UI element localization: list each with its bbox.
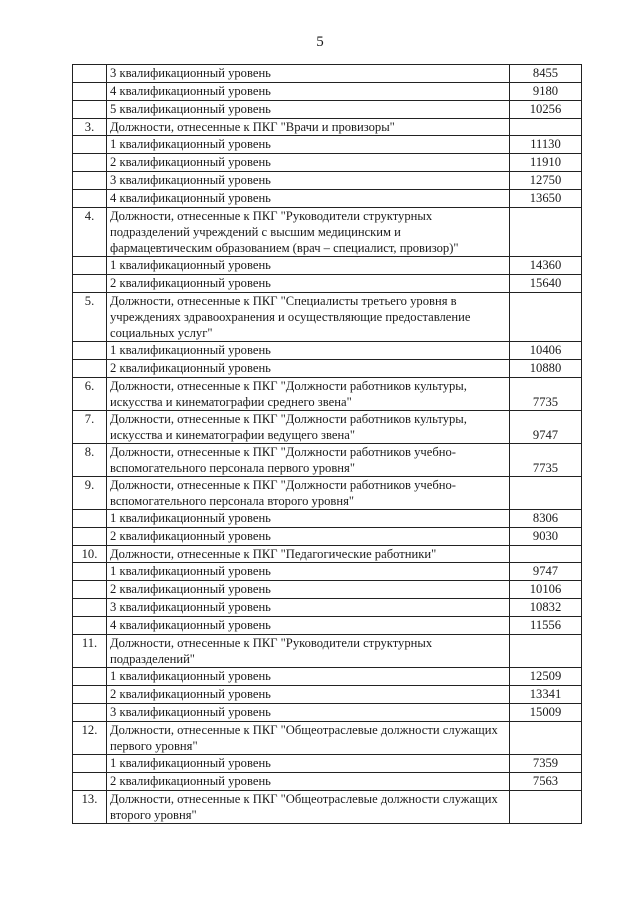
group-row xyxy=(73,791,582,824)
position-name-cell: Должности, отнесенные к ПКГ "Общеотраслевые должности служащих первого уровня" xyxy=(107,722,510,755)
level-row xyxy=(73,342,582,360)
salary-value-cell xyxy=(510,477,582,510)
salary-value-cell: 7735 xyxy=(510,444,582,477)
row-number-cell xyxy=(73,755,107,773)
salary-value-cell: 12509 xyxy=(510,668,582,686)
position-name-cell: Должности, отнесенные к ПКГ "Руководители структурных подразделений учреждений с высшим медицинским и фармацевтическим образованием (врач – специалист, провизор)" xyxy=(107,208,510,257)
level-row xyxy=(73,190,582,208)
group-row xyxy=(73,635,582,668)
position-name-cell: 4 квалификационный уровень xyxy=(107,83,510,101)
row-number-cell: 7. xyxy=(73,411,107,444)
row-number-cell xyxy=(73,510,107,528)
row-number-cell: 3. xyxy=(73,119,107,136)
salary-value-cell: 13341 xyxy=(510,686,582,704)
position-name-cell: Должности, отнесенные к ПКГ "Педагогические работники" xyxy=(107,546,510,563)
level-row xyxy=(73,528,582,546)
row-number-cell xyxy=(73,101,107,119)
position-name-cell: 3 квалификационный уровень xyxy=(107,704,510,722)
salary-value-cell: 8455 xyxy=(510,65,582,83)
row-number-cell xyxy=(73,360,107,378)
position-name-cell: 1 квалификационный уровень xyxy=(107,342,510,360)
row-number-cell: 9. xyxy=(73,477,107,510)
salary-value-cell xyxy=(510,635,582,668)
row-number-cell: 11. xyxy=(73,635,107,668)
salary-value-cell: 9180 xyxy=(510,83,582,101)
position-name-cell: 2 квалификационный уровень xyxy=(107,275,510,293)
salary-table xyxy=(72,64,582,824)
level-row xyxy=(73,136,582,154)
salary-value-cell: 9747 xyxy=(510,563,582,581)
position-name-cell: 2 квалификационный уровень xyxy=(107,581,510,599)
position-name-cell: 1 квалификационный уровень xyxy=(107,755,510,773)
row-number-cell xyxy=(73,599,107,617)
row-number-cell xyxy=(73,581,107,599)
level-row xyxy=(73,704,582,722)
salary-value-cell: 12750 xyxy=(510,172,582,190)
row-number-cell xyxy=(73,136,107,154)
row-number-cell xyxy=(73,617,107,635)
position-name-cell: 2 квалификационный уровень xyxy=(107,686,510,704)
salary-value-cell: 13650 xyxy=(510,190,582,208)
salary-value-cell: 10880 xyxy=(510,360,582,378)
salary-value-cell xyxy=(510,208,582,257)
level-row xyxy=(73,581,582,599)
group-row xyxy=(73,119,582,136)
level-row xyxy=(73,275,582,293)
position-name-cell: 2 квалификационный уровень xyxy=(107,773,510,791)
position-name-cell: Должности, отнесенные к ПКГ "Должности работников культуры, искусства и кинематографии ведущего звена" xyxy=(107,411,510,444)
position-name-cell: 2 квалификационный уровень xyxy=(107,154,510,172)
position-name-cell: 1 квалификационный уровень xyxy=(107,136,510,154)
row-number-cell xyxy=(73,83,107,101)
salary-value-cell: 15640 xyxy=(510,275,582,293)
row-number-cell xyxy=(73,257,107,275)
position-name-cell: 2 квалификационный уровень xyxy=(107,528,510,546)
salary-value-cell: 7735 xyxy=(510,378,582,411)
level-row xyxy=(73,154,582,172)
group-row xyxy=(73,293,582,342)
salary-value-cell: 14360 xyxy=(510,257,582,275)
position-name-cell: 1 квалификационный уровень xyxy=(107,668,510,686)
row-number-cell: 10. xyxy=(73,546,107,563)
position-name-cell: Должности, отнесенные к ПКГ "Должности работников учебно-вспомогательного персонала второго уровня" xyxy=(107,477,510,510)
level-row xyxy=(73,83,582,101)
salary-value-cell xyxy=(510,722,582,755)
position-name-cell: Должности, отнесенные к ПКГ "Врачи и провизоры" xyxy=(107,119,510,136)
position-name-cell: Должности, отнесенные к ПКГ "Должности работников культуры, искусства и кинематографии среднего звена" xyxy=(107,378,510,411)
salary-value-cell: 7563 xyxy=(510,773,582,791)
position-name-cell: 3 квалификационный уровень xyxy=(107,65,510,83)
level-row xyxy=(73,755,582,773)
group-row xyxy=(73,444,582,477)
level-row xyxy=(73,257,582,275)
salary-value-cell: 9030 xyxy=(510,528,582,546)
table-body xyxy=(73,65,582,824)
row-number-cell: 5. xyxy=(73,293,107,342)
salary-value-cell: 10256 xyxy=(510,101,582,119)
row-number-cell xyxy=(73,342,107,360)
level-row xyxy=(73,686,582,704)
page-number: 5 xyxy=(316,34,324,50)
salary-value-cell: 8306 xyxy=(510,510,582,528)
row-number-cell xyxy=(73,528,107,546)
level-row xyxy=(73,360,582,378)
position-name-cell: Должности, отнесенные к ПКГ "Руководители структурных подразделений" xyxy=(107,635,510,668)
position-name-cell: 4 квалификационный уровень xyxy=(107,617,510,635)
group-row xyxy=(73,722,582,755)
row-number-cell: 12. xyxy=(73,722,107,755)
salary-value-cell: 7359 xyxy=(510,755,582,773)
level-row xyxy=(73,668,582,686)
position-name-cell: 1 квалификационный уровень xyxy=(107,563,510,581)
level-row xyxy=(73,101,582,119)
salary-value-cell xyxy=(510,791,582,824)
level-row xyxy=(73,599,582,617)
salary-value-cell: 9747 xyxy=(510,411,582,444)
row-number-cell xyxy=(73,190,107,208)
position-name-cell: Должности, отнесенные к ПКГ "Должности работников учебно-вспомогательного персонала первого уровня" xyxy=(107,444,510,477)
row-number-cell xyxy=(73,563,107,581)
salary-value-cell: 10406 xyxy=(510,342,582,360)
salary-value-cell: 11910 xyxy=(510,154,582,172)
level-row xyxy=(73,617,582,635)
salary-value-cell: 10832 xyxy=(510,599,582,617)
position-name-cell: 3 квалификационный уровень xyxy=(107,599,510,617)
position-name-cell: 2 квалификационный уровень xyxy=(107,360,510,378)
row-number-cell xyxy=(73,704,107,722)
row-number-cell: 8. xyxy=(73,444,107,477)
group-row xyxy=(73,208,582,257)
group-row xyxy=(73,477,582,510)
group-row xyxy=(73,411,582,444)
level-row xyxy=(73,172,582,190)
row-number-cell: 13. xyxy=(73,791,107,824)
position-name-cell: 1 квалификационный уровень xyxy=(107,257,510,275)
row-number-cell xyxy=(73,172,107,190)
row-number-cell xyxy=(73,773,107,791)
position-name-cell: 5 квалификационный уровень xyxy=(107,101,510,119)
level-row xyxy=(73,773,582,791)
position-name-cell: 4 квалификационный уровень xyxy=(107,190,510,208)
group-row xyxy=(73,546,582,563)
group-row xyxy=(73,378,582,411)
level-row xyxy=(73,563,582,581)
row-number-cell: 6. xyxy=(73,378,107,411)
row-number-cell xyxy=(73,65,107,83)
salary-value-cell xyxy=(510,546,582,563)
row-number-cell: 4. xyxy=(73,208,107,257)
row-number-cell xyxy=(73,154,107,172)
salary-value-cell: 15009 xyxy=(510,704,582,722)
level-row xyxy=(73,510,582,528)
salary-value-cell xyxy=(510,119,582,136)
row-number-cell xyxy=(73,275,107,293)
position-name-cell: 1 квалификационный уровень xyxy=(107,510,510,528)
row-number-cell xyxy=(73,686,107,704)
salary-value-cell: 11556 xyxy=(510,617,582,635)
salary-value-cell xyxy=(510,293,582,342)
position-name-cell: 3 квалификационный уровень xyxy=(107,172,510,190)
level-row xyxy=(73,65,582,83)
row-number-cell xyxy=(73,668,107,686)
salary-value-cell: 10106 xyxy=(510,581,582,599)
salary-value-cell: 11130 xyxy=(510,136,582,154)
position-name-cell: Должности, отнесенные к ПКГ "Специалисты третьего уровня в учреждениях здравоохранения и осуществляющие предоставление социальных услуг" xyxy=(107,293,510,342)
position-name-cell: Должности, отнесенные к ПКГ "Общеотраслевые должности служащих второго уровня" xyxy=(107,791,510,824)
